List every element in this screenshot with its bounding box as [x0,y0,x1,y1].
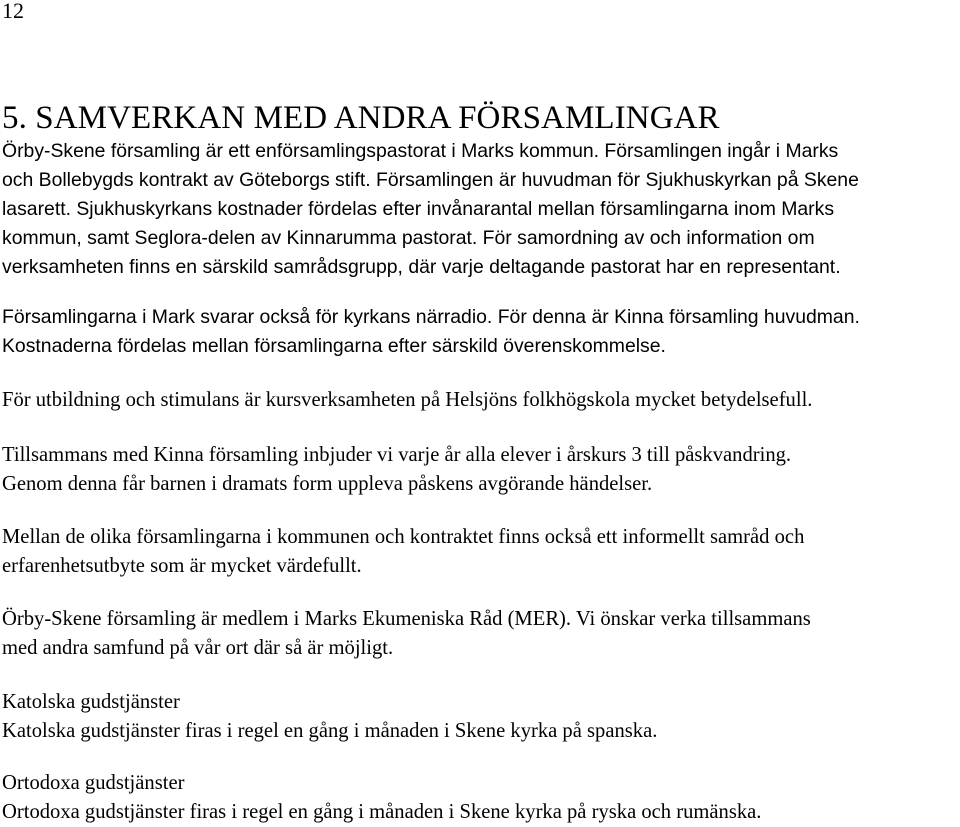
paragraph-line: Ortodoxa gudstjänster firas i regel en gång i månaden i Skene kyrka på ryska och rumänska. [2,801,762,823]
paragraph-consultation [2,523,952,581]
paragraph-easter-walk [2,441,952,499]
paragraph-line: Mellan de olika församlingarna i kommunen och kontraktet finns också ett informellt samråd och [2,526,805,548]
section-heading: 5. SAMVERKAN MED ANDRA FÖRSAMLINGAR [2,100,720,137]
paragraph-line: och Bollebygds kontrakt av Göteborgs stift. Församlingen är huvudman för Sjukhuskyrkan på Skene [2,169,859,191]
paragraph-intro [2,137,952,282]
page-number: 12 [2,0,24,23]
paragraph-line: Kostnaderna fördelas mellan församlingarna efter särskild överenskommelse. [2,335,666,357]
paragraph-line: lasarett. Sjukhuskyrkans kostnader fördelas efter invånarantal mellan församlingarna inom Marks [2,198,835,220]
paragraph-line: erfarenhetsutbyte som är mycket värdefullt. [2,555,362,577]
paragraph-line: Genom denna får barnen i dramats form uppleva påskens avgörande händelser. [2,473,653,495]
paragraph-line: kommun, samt Seglora-delen av Kinnarumma pastorat. För samordning av och information om [2,227,815,249]
paragraph-line: med andra samfund på vår ort där så är möjligt. [2,637,394,659]
paragraph-line: verksamheten finns en särskild samrådsgrupp, där varje deltagande pastorat har en representant. [2,256,841,278]
paragraph-catholic-services [2,688,952,746]
paragraph-orthodox-services [2,769,952,827]
subheading-orthodox: Ortodoxa gudstjänster [2,772,185,794]
paragraph-line: Församlingarna i Mark svarar också för kyrkans närradio. För denna är Kinna församling huvudman. [2,306,860,328]
paragraph-line: Örby-Skene församling är medlem i Marks Ekumeniska Råd (MER). Vi önskar verka tillsammans [2,608,811,630]
paragraph-line: Örby-Skene församling är ett enförsamlingspastorat i Marks kommun. Församlingen ingår i Marks [2,140,839,162]
paragraph-line: Tillsammans med Kinna församling inbjuder vi varje år alla elever i årskurs 3 till påskvandring. [2,444,792,466]
paragraph-ecumenical [2,605,952,663]
paragraph-radio [2,303,952,361]
paragraph-line: Katolska gudstjänster firas i regel en gång i månaden i Skene kyrka på spanska. [2,720,658,742]
subheading-catholic: Katolska gudstjänster [2,691,180,713]
paragraph-education [2,386,952,415]
paragraph-line: För utbildning och stimulans är kursverksamheten på Helsjöns folkhögskola mycket betydelsefull. [2,389,813,411]
